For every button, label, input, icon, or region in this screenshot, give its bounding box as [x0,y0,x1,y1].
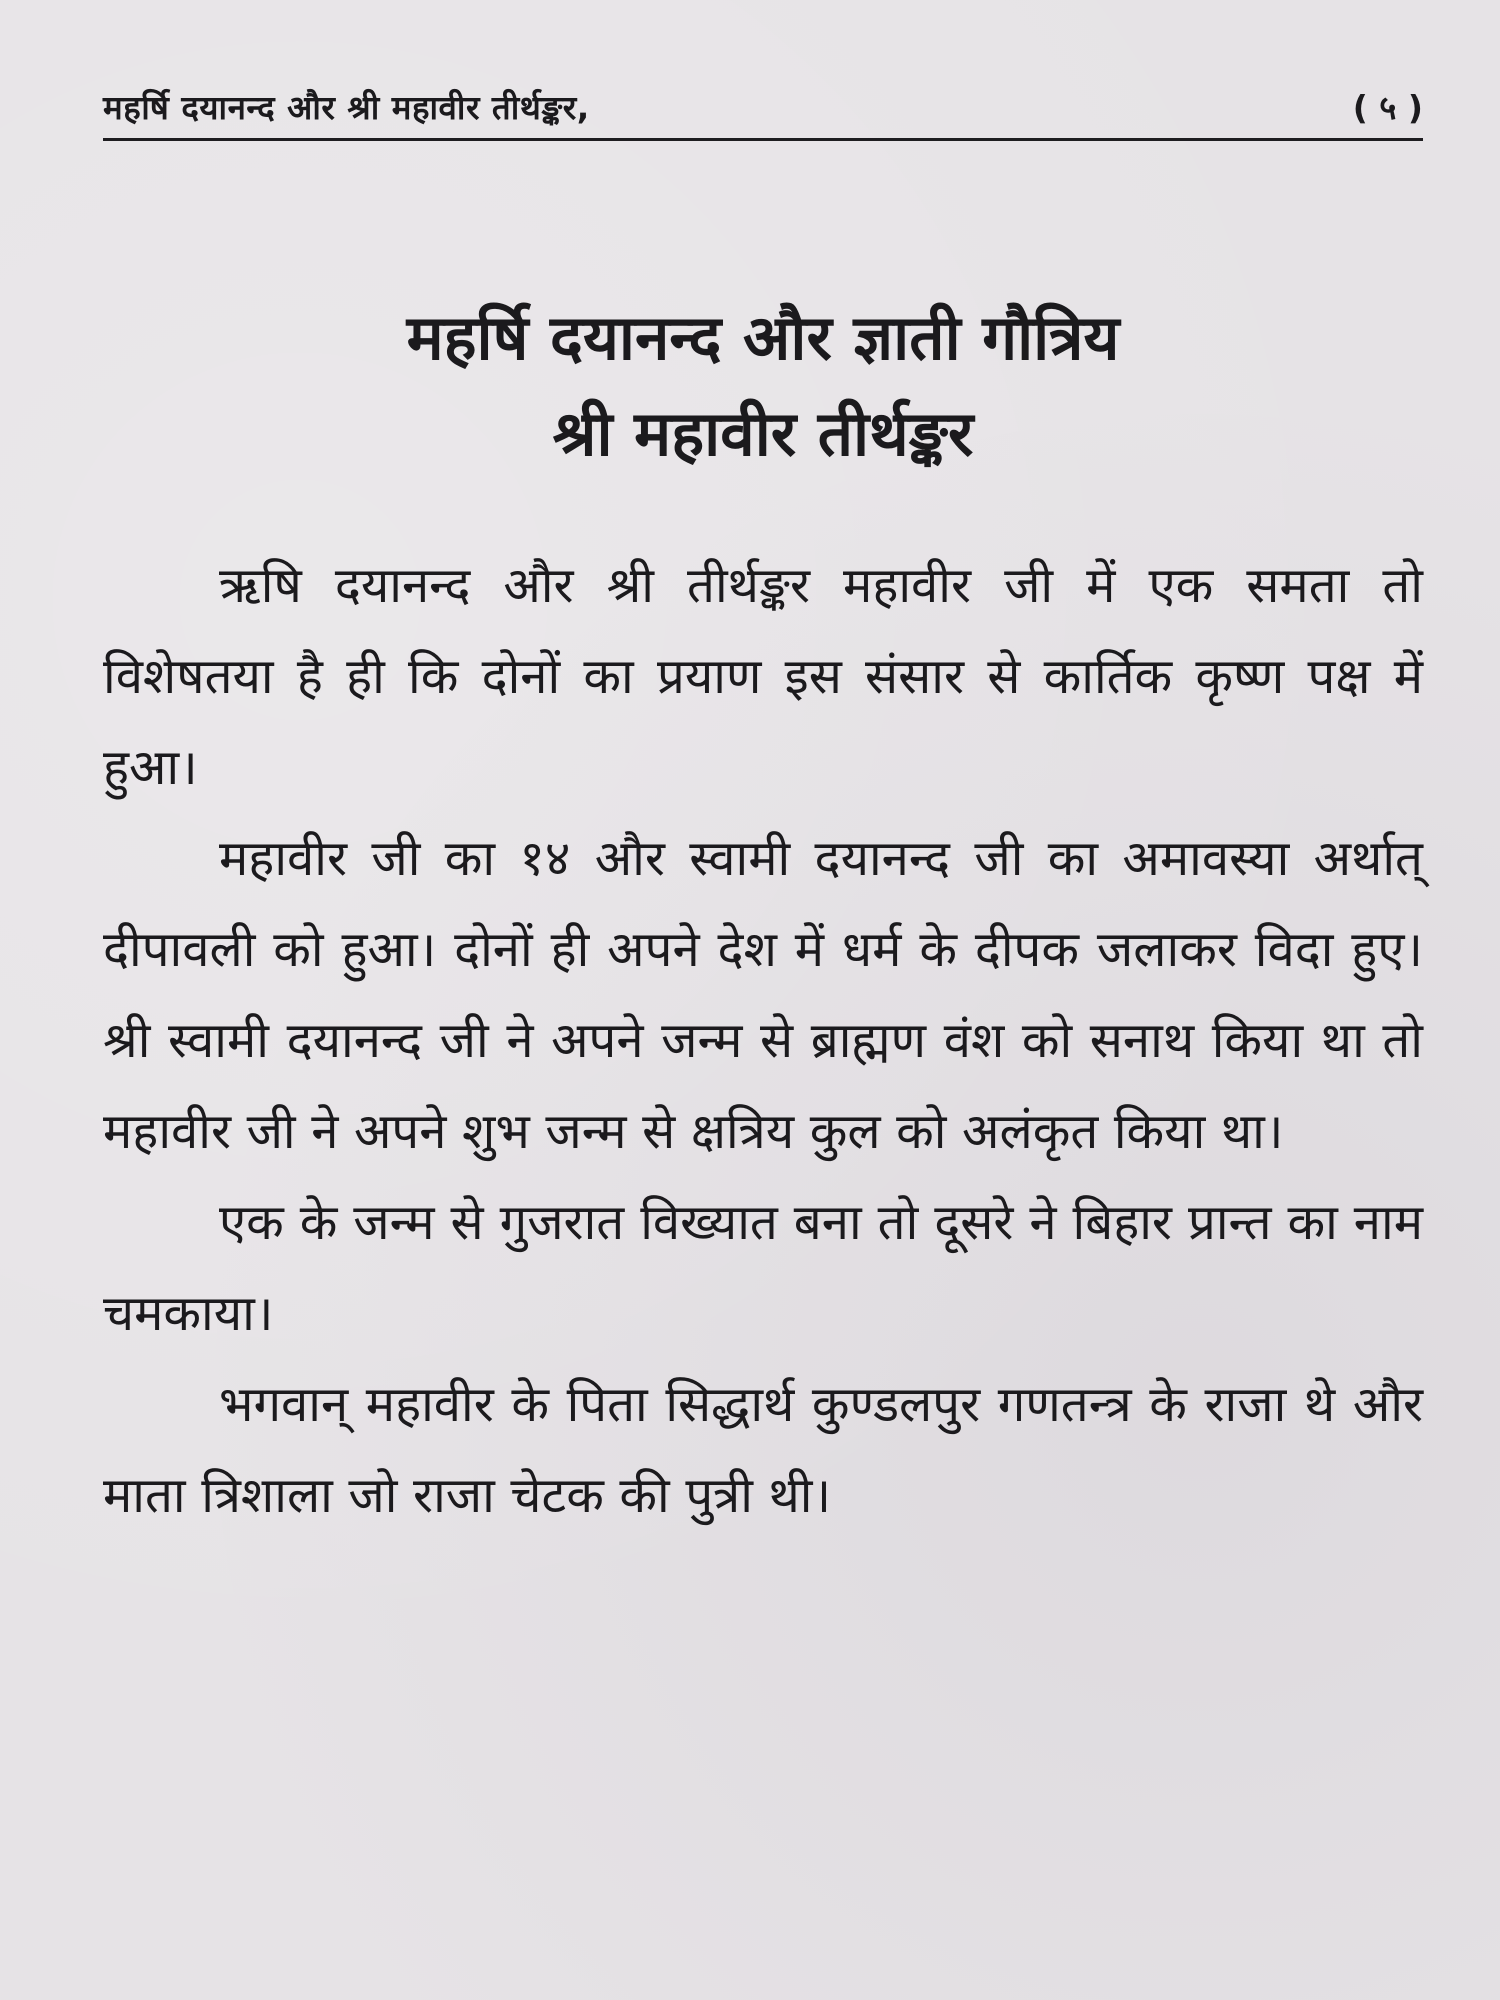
chapter-title-line-2: श्री महावीर तीर्थङ्कर [552,397,974,470]
running-header [103,78,1423,134]
chapter-title-line-1: महर्षि दयानन्द और ज्ञाती गौत्रिय [406,301,1120,374]
paragraph: एक के जन्म से गुजरात विख्यात बना तो दूसरे ने बिहार प्रान्त का नाम चमकाया। [103,1194,1423,1342]
chapter-title [103,290,1423,482]
paragraph: ऋषि दयानन्द और श्री तीर्थङ्कर महावीर जी में एक समता तो विशेषतया है ही कि दोनों का प्रयाण इस संसार से कार्तिक कृष्ण पक्ष में हुआ। [103,557,1423,796]
paragraph: भगवान् महावीर के पिता सिद्धार्थ कुण्डलपुर गणतन्त्र के राजा थे और माता त्रिशाला जो राजा चेटक की पुत्री थी। [103,1376,1423,1524]
paragraph: महावीर जी का १४ और स्वामी दयानन्द जी का अमावस्या अर्थात् दीपावली को हुआ। दोनों ही अपने देश में धर्म के दीपक जलाकर विदा हुए। श्री स्वामी दयानन्द जी ने अपने जन्म से ब्राह्मण वंश को सनाथ किया था तो महावीर जी ने अपने शुभ जन्म से क्षत्रिय कुल को अलंकृत किया था। [103,830,1423,1160]
header-rule [103,138,1423,141]
running-title: महर्षि दयानन्द और श्री महावीर तीर्थङ्कर, [103,88,590,127]
body-text [103,540,1423,1541]
page-number: ( ५ ) [1352,88,1423,127]
